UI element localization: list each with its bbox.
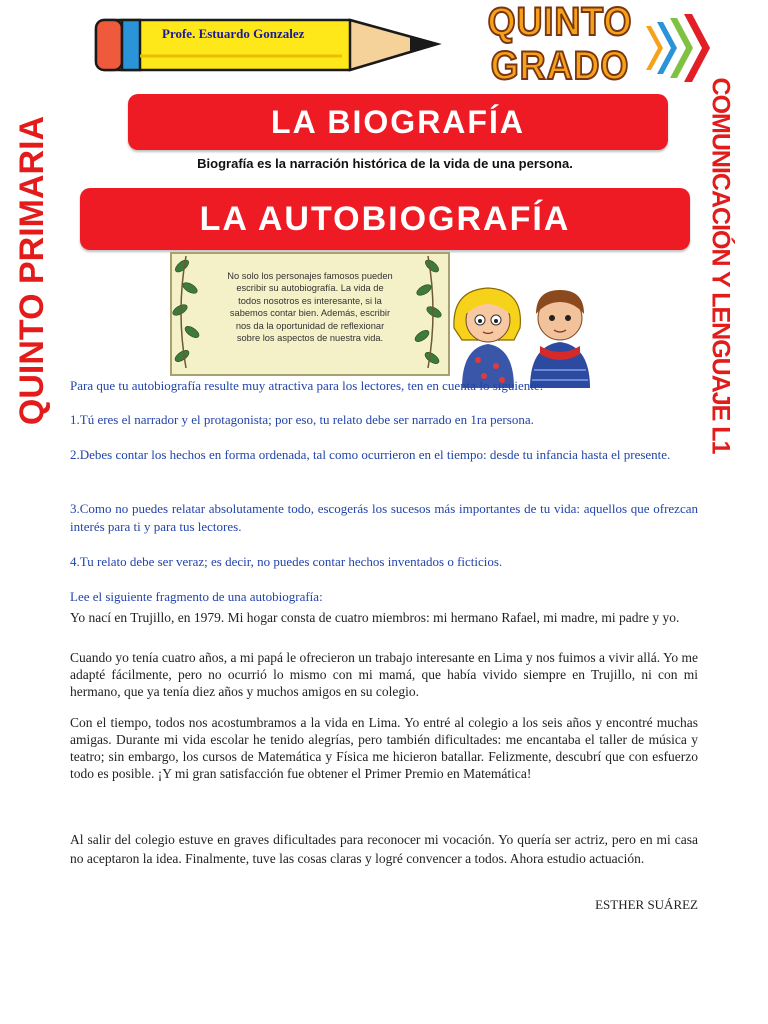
side-title-left-text: QUINTO PRIMARIA xyxy=(13,115,52,425)
note-text: No solo los personajes famosos pueden escribir su autobiografía. La vida de todos nosotros es interesante, si la sabemos contar bien. Además, escribir nos da la oportunidad de reflexionar sobre los aspectos de nuestra vida. xyxy=(227,271,393,344)
title-biografia: LA BIOGRAFÍA xyxy=(128,94,668,150)
definition-text: Biografía es la narración histórica de la vida de una persona. xyxy=(197,156,573,171)
title-autobiografia: LA AUTOBIOGRAFÍA xyxy=(80,188,690,250)
fragment-paragraph-1: Yo nací en Trujillo, en 1979. Mi hogar consta de cuatro miembros: mi hermano Rafael, mi madre, mi padre y yo. xyxy=(70,610,680,625)
fragment-paragraph-3: Con el tiempo, todos nos acostumbramos a la vida en Lima. Yo entré al colegio a los seis años y encontré muchas amigas. Durante mi vida escolar he tenido alegrías, pero también dificultades: me encantaba el taller de música y teatro; sin embargo, los cursos de Matemática y Física me hicieron batallar. Felizmente, descubrí que con esfuerzo todo es posible. ¡Y mi gran satisfacción fue obtener el Primer Premio en Matemática! xyxy=(70,715,698,781)
teacher-name: Profe. Estuardo Gonzalez xyxy=(162,26,305,41)
fragment-author: ESTHER SUÁREZ xyxy=(595,897,698,912)
side-title-right-text: COMUNICACIÓN Y LENGUAJE L1 xyxy=(706,77,735,453)
instructions-intro: Para que tu autobiografía resulte muy atractiva para los lectores, ten en cuenta lo siguiente: xyxy=(70,378,544,393)
instruction-item-1: 1.Tú eres el narrador y el protagonista; por eso, tu relato debe ser narrado en 1ra persona. xyxy=(70,412,534,427)
fragment-paragraph-4: Al salir del colegio estuve en graves dificultades para reconocer mi vocación. Yo quería ser actriz, pero en mi casa no aceptaron la idea. Finalmente, tuve las cosas claras y logré convencer a todos. Ahora estudio actuación. xyxy=(70,832,698,866)
instruction-item-2: 2.Debes contar los hechos en forma ordenada, tal como ocurrieron en el tiempo: desde tu infancia hasta el presente. xyxy=(70,447,671,462)
pencil-banner xyxy=(92,8,442,80)
instruction-item-4: 4.Tu relato debe ser veraz; es decir, no puedes contar hechos inventados o ficticios. xyxy=(70,554,503,569)
children-illustration xyxy=(448,280,608,388)
grade-line2: GRADO xyxy=(490,44,630,88)
side-title-right xyxy=(700,77,740,453)
fragment-intro: Lee el siguiente fragmento de una autobiografía: xyxy=(70,589,323,604)
fragment-paragraph-2: Cuando yo tenía cuatro años, a mi papá le ofrecieron un trabajo interesante en Lima y nos fuimos a vivir allá. Yo me adapté fácilmente, pero no ocurrió lo mismo con mi mamá, que había vivido siempre en Trujillo, ni con mi hermano, que ya tenía diez años y muchos amigos en su colegio. xyxy=(70,650,698,699)
instruction-item-3: 3.Como no puedes relatar absolutamente todo, escogerás los sucesos más importantes de tu vida: aquellos que ofrezcan interés para ti y para tus lectores. xyxy=(70,501,698,534)
grade-line1: QUINTO xyxy=(487,0,633,44)
side-title-left xyxy=(8,115,58,425)
